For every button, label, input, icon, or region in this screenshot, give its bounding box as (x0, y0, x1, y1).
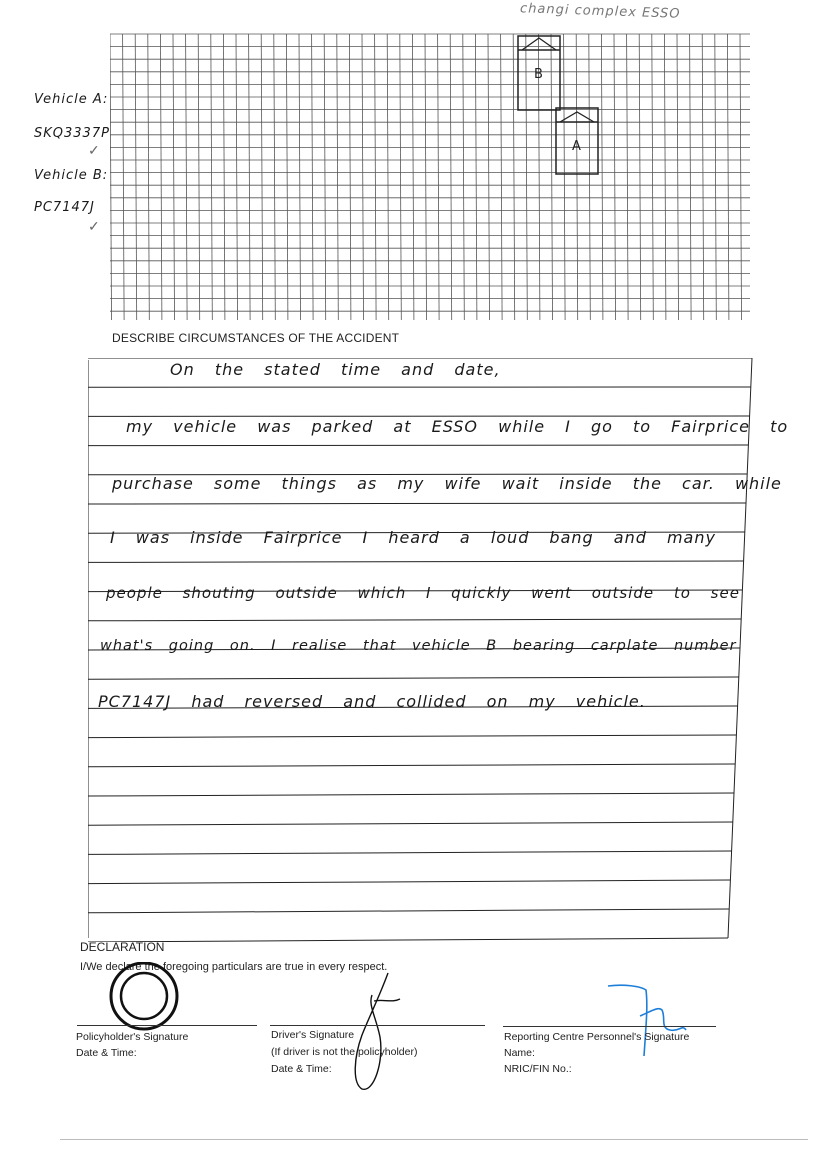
grid-line (324, 34, 326, 320)
grid-line (601, 34, 603, 320)
grid-line (551, 34, 553, 320)
policyholder-date-label: Date & Time: (76, 1047, 137, 1059)
grid-line (349, 34, 351, 320)
rule-line (88, 764, 735, 767)
grid-line (274, 34, 276, 320)
grid-line (223, 34, 225, 320)
grid-line (387, 34, 389, 320)
tick-icon: ✓ (88, 142, 100, 158)
grid-line (375, 34, 377, 320)
bottom-rule (60, 1139, 808, 1140)
grid-line (450, 34, 452, 320)
grid-line (589, 34, 591, 320)
grid-line (463, 34, 465, 320)
grid-line (475, 34, 477, 320)
grid-line (702, 34, 704, 320)
statement-line: purchase some things as my wife wait inside the car. while (112, 474, 782, 493)
reporting-signature (600, 976, 700, 1066)
grid-line (312, 34, 314, 320)
grid-line (249, 34, 251, 320)
grid-line (513, 34, 515, 320)
grid-line (690, 34, 692, 320)
rule-line (88, 822, 733, 825)
grid-line (564, 34, 566, 320)
grid-line (727, 34, 729, 320)
grid-line (160, 34, 162, 320)
grid-line (501, 34, 503, 320)
vehicle-a-plate: SKQ3337P (34, 126, 110, 141)
section-title: DESCRIBE CIRCUMSTANCES OF THE ACCIDENT (112, 331, 400, 345)
rule-line (88, 619, 741, 621)
vehicle-a-label: Vehicle A: (34, 92, 109, 107)
rule-line (88, 880, 730, 884)
grid-line (639, 34, 641, 320)
driver-signature-label: Driver's Signature (271, 1029, 355, 1041)
grid-line (186, 34, 188, 320)
rule-line (88, 735, 736, 738)
grid-line (438, 34, 440, 320)
grid-line (677, 34, 679, 320)
declaration-title: DECLARATION (80, 940, 165, 954)
grid-line (412, 34, 414, 320)
location-note: changi complex ESSO (519, 1, 681, 22)
statement-line: On the stated time and date, (170, 360, 501, 379)
grid-line (652, 34, 654, 320)
declaration-text: I/We declare the foregoing particulars are true in every respect. (80, 961, 388, 973)
vehicle-b-plate: PC7147J (34, 200, 95, 215)
grid-line (198, 34, 200, 320)
grid-line (173, 34, 175, 320)
grid-line (715, 34, 717, 320)
rule-line (88, 561, 744, 562)
grid-line (488, 34, 490, 320)
grid-line (614, 34, 616, 320)
rule-line (88, 938, 728, 942)
grid-line (400, 34, 402, 320)
grid-line (526, 34, 528, 320)
grid-line (123, 34, 125, 320)
grid-line (211, 34, 213, 320)
rule-line (88, 793, 734, 796)
reporting-name-label: Name: (504, 1047, 535, 1059)
rule-line (88, 677, 739, 679)
statement-line: people shouting outside which I quickly went outside to see (106, 584, 740, 602)
grid-line (337, 34, 339, 320)
grid-line (135, 34, 137, 320)
reporting-nric-label: NRIC/FIN No.: (504, 1063, 572, 1075)
car-a-letter: A (572, 139, 581, 154)
driver-signature-line (270, 1025, 485, 1026)
grid-line (576, 34, 578, 320)
car-b-letter: B (534, 67, 543, 82)
statement-line: what's going on. I realise that vehicle B bearing carplate number (100, 638, 737, 654)
grid-line (425, 34, 427, 320)
statement-line: my vehicle was parked at ESSO while I go to Fairprice to (126, 417, 789, 436)
statement-line: PC7147J had reversed and collided on my vehicle. (98, 692, 646, 711)
grid-line (299, 34, 301, 320)
driver-note: (If driver is not the policyholder) (271, 1046, 418, 1058)
reporting-signature-line (503, 1026, 716, 1027)
grid-line (664, 34, 666, 320)
rule-line (88, 503, 746, 504)
policyholder-signature-label: Policyholder's Signature (76, 1031, 189, 1043)
driver-date-label: Date & Time: (271, 1063, 332, 1075)
grid-line (286, 34, 288, 320)
grid-line (148, 34, 150, 320)
sketch-grid (110, 32, 760, 324)
rule-line (88, 851, 732, 854)
grid-line (236, 34, 238, 320)
grid-line (627, 34, 629, 320)
grid-line (261, 34, 263, 320)
reporting-signature-label: Reporting Centre Personnel's Signature (504, 1031, 690, 1043)
rule-line (88, 909, 729, 913)
grid-line (110, 34, 112, 320)
policyholder-signature-line (77, 1025, 257, 1026)
vehicle-b-label: Vehicle B: (34, 168, 109, 183)
statement-line: I was inside Fairprice I heard a loud bang and many (110, 528, 716, 547)
tick-icon: ✓ (88, 218, 100, 234)
grid-line (362, 34, 364, 320)
grid-line (740, 34, 742, 320)
rule-line (88, 445, 748, 446)
